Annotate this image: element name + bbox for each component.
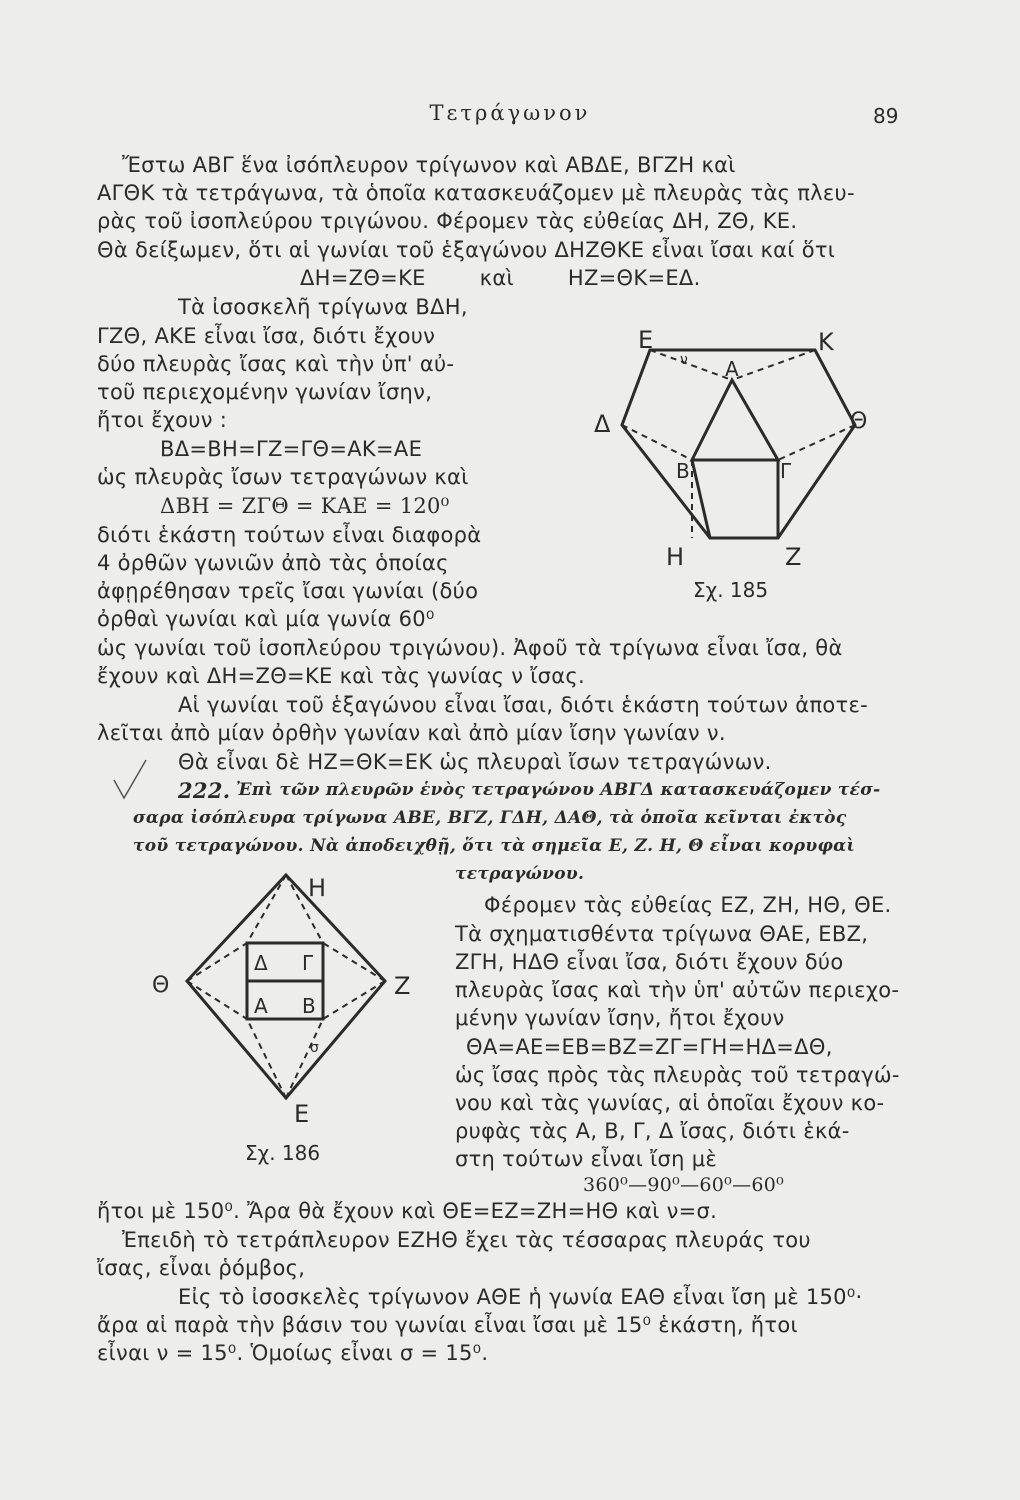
equation: ΔΒΗ = ΖΓΘ = ΚΑΕ = 120⁰ [160, 494, 450, 518]
running-header: Τετράγωνον [429, 101, 591, 125]
text-line: Τὰ ἰσοσκελῆ τρίγωνα ΒΔΗ, [178, 295, 468, 319]
section-number: 222. [178, 778, 231, 803]
label-G: Γ [780, 459, 792, 483]
dashed-line [650, 350, 732, 380]
text-line: Ἐπειδὴ τὸ τετράπλευρον ΕΖΗΘ ἔχει τὰς τέσσαρας πλευράς του [122, 1228, 811, 1252]
pencil-checkmark [112, 758, 152, 802]
label-Z: Ζ [785, 543, 802, 571]
rhombus-outline [187, 875, 385, 1098]
text-line: ΓΖΘ, ΑΚΕ εἶναι ἴσα, διότι ἔχουν [97, 324, 436, 348]
text-line: στη τούτων εἶναι ἴση μὲ [455, 1147, 718, 1171]
text-line: ΖΓΗ, ΗΔΘ εἶναι ἴσα, διότι ἔχουν δύο [455, 950, 844, 974]
label-H: Η [308, 874, 327, 902]
angle-sigma: σ [310, 1040, 319, 1056]
label-E: Ε [294, 1100, 310, 1128]
label-G: Γ [302, 951, 314, 975]
figure-caption: Σχ. 186 [245, 1141, 321, 1165]
section-text: σαρα ἰσόπλευρα τρίγωνα ΑΒΕ, ΒΓΖ, ΓΔΗ, ΔΑΘ, τὰ ὁποῖα κεῖνται ἐκτὸς [133, 808, 847, 828]
figure-185 [580, 320, 880, 620]
label-D: Δ [594, 410, 611, 438]
text-line: Ἔστω ΑΒΓ ἕνα ἰσόπλευρον τρίγωνον καὶ ΑΒΔΕ, ΒΓΖΗ καὶ [122, 153, 736, 177]
text-line: 4 ὀρθῶν γωνιῶν ἀπὸ τὰς ὁποίας [97, 551, 449, 575]
label-H: Η [666, 543, 685, 571]
text-line: ἤτοι ἔχουν : [97, 408, 228, 432]
label-B: Β [302, 994, 316, 1018]
label-A: Α [254, 994, 268, 1018]
text-line: μένην γωνίαν ἴσην, ἤτοι ἔχουν [455, 1006, 785, 1030]
text-line: ρὰς τοῦ ἰσοπλεύρου τριγώνου. Φέρομεν τὰς εὐθείας ΔΗ, ΖΘ, ΚΕ. [97, 209, 798, 233]
dashed-line [622, 425, 692, 460]
text-line: Αἱ γωνίαι τοῦ ἑξαγώνου εἶναι ἴσαι, διότι ἑκάστη τούτων ἀποτε- [178, 693, 869, 717]
text-line: ρυφὰς τὰς Α, Β, Γ, Δ ἴσας, διότι ἑκά- [455, 1119, 850, 1143]
label-B: Β [676, 459, 690, 483]
text-line: νου καὶ τὰς γωνίας, αἱ ὁποῖαι ἔχουν κο- [455, 1091, 885, 1115]
text-line: λεῖται ἀπὸ μίαν ὀρθὴν γωνίαν καὶ ἀπὸ μίαν ἴσην γωνίαν ν. [97, 721, 726, 745]
label-TH: Θ [850, 409, 868, 434]
text-line: Θὰ δείξωμεν, ὅτι αἱ γωνίαι τοῦ ἑξαγώνου ΔΗΖΘΚΕ εἶναι ἴσαι καί ὅτι [97, 238, 836, 262]
page-number: 89 [873, 104, 899, 128]
section-heading [178, 778, 230, 803]
label-TH: Θ [152, 973, 170, 998]
text-line: πλευρὰς ἴσας καὶ τὴν ὑπ' αὐτῶν περιεχο- [455, 978, 900, 1002]
dashed-line [323, 981, 385, 1019]
label-K: Κ [818, 328, 834, 356]
angle-nu: ν [680, 352, 688, 368]
text-line: Τὰ σχηματισθέντα τρίγωνα ΘΑΕ, ΕΒΖ, [455, 922, 869, 946]
equation [300, 266, 701, 290]
text-line: ἴσας, εἶναι ῥόμβος, [97, 1256, 306, 1280]
label-A: Α [725, 357, 739, 381]
equation: 360⁰—90⁰—60⁰—60⁰ [583, 1174, 785, 1196]
text-line: διότι ἑκάστη τούτων εἶναι διαφορὰ [97, 523, 482, 547]
dashed-line [286, 1019, 323, 1098]
label-Z: Ζ [394, 972, 411, 1000]
text-line: τοῦ περιεχομένην γωνίαν ἴσην, [97, 380, 433, 404]
text-line: ἤτοι μὲ 150⁰. Ἄρα θὰ ἔχουν καὶ ΘΕ=ΕΖ=ΖΗ=ΗΘ καὶ ν=σ. [97, 1199, 718, 1223]
text-line: δύο πλευρὰς ἴσας καὶ τὴν ὑπ' αὐ- [97, 352, 455, 376]
dashed-line [732, 350, 815, 380]
figure-caption: Σχ. 185 [693, 578, 769, 602]
equation-right: ΗΖ=ΘΚ=ΕΔ. [567, 266, 701, 290]
text-line: ὡς γωνίαι τοῦ ἰσοπλεύρου τριγώνου). Ἀφοῦ τὰ τρίγωνα εἶναι ἴσα, θὰ [97, 636, 843, 660]
equation-left: ΔΗ=ΖΘ=ΚΕ [300, 266, 426, 290]
figure-186 [150, 870, 420, 1130]
text-line: ὡς ἴσας πρὸς τὰς πλευρὰς τοῦ τετραγώ- [455, 1063, 900, 1087]
dashed-line [187, 981, 247, 1019]
text-line: ἄρα αἱ παρὰ τὴν βάσιν του γωνίαι εἶναι ἴσαι μὲ 15⁰ ἑκάστη, ἤτοι [97, 1313, 798, 1337]
text-line: Θὰ εἶναι δὲ ΗΖ=ΘΚ=ΕΚ ὡς πλευραὶ ἴσων τετραγώνων. [178, 750, 772, 774]
text-line: ὡς πλευρὰς ἴσων τετραγώνων καὶ [97, 465, 469, 489]
inner-triangle [692, 380, 778, 460]
text-line: ΑΓΘΚ τὰ τετράγωνα, τὰ ὁποῖα κατασκευάζομεν μὲ πλευρὰς τὰς πλευ- [97, 181, 855, 205]
text-line: Εἰς τὸ ἰσοσκελὲς τρίγωνον ΑΘΕ ἡ γωνία ΕΑΘ εἶναι ἴση μὲ 150⁰· [178, 1285, 863, 1309]
label-D: Δ [254, 951, 268, 975]
equation: ΘΑ=ΑΕ=ΕΒ=ΒΖ=ΖΓ=ΓΗ=ΗΔ=ΔΘ, [466, 1035, 833, 1059]
text-line: εἶναι ν = 15⁰. Ὁμοίως εἶναι σ = 15⁰. [97, 1341, 489, 1365]
text-line: ὀρθαὶ γωνίαι καὶ μία γωνία 60⁰ [97, 607, 435, 631]
section-text: τοῦ τετραγώνου. Νὰ ἀποδειχθῇ, ὅτι τὰ σημεῖα Ε, Ζ. Η, Θ εἶναι κορυφαὶ [133, 836, 856, 856]
equation-conj: καὶ [479, 266, 514, 290]
text-line: ἀφῃρέθησαν τρεῖς ἴσαι γωνίαι (δύο [97, 579, 479, 603]
label-E: Ε [638, 326, 654, 354]
section-text: τετραγώνου. [455, 864, 585, 884]
text-line: ἔχουν καὶ ΔΗ=ΖΘ=ΚΕ καὶ τὰς γωνίας ν ἴσας. [97, 664, 586, 688]
equation: ΒΔ=ΒΗ=ΓΖ=ΓΘ=ΑΚ=ΑΕ [160, 437, 423, 461]
section-text: Ἐπὶ τῶν πλευρῶν ἑνὸς τετραγώνου ΑΒΓΔ κατασκευάζομεν τέσ- [236, 780, 881, 800]
text-line: Φέρομεν τὰς εὐθείας ΕΖ, ΖΗ, ΗΘ, ΘΕ. [484, 893, 892, 917]
